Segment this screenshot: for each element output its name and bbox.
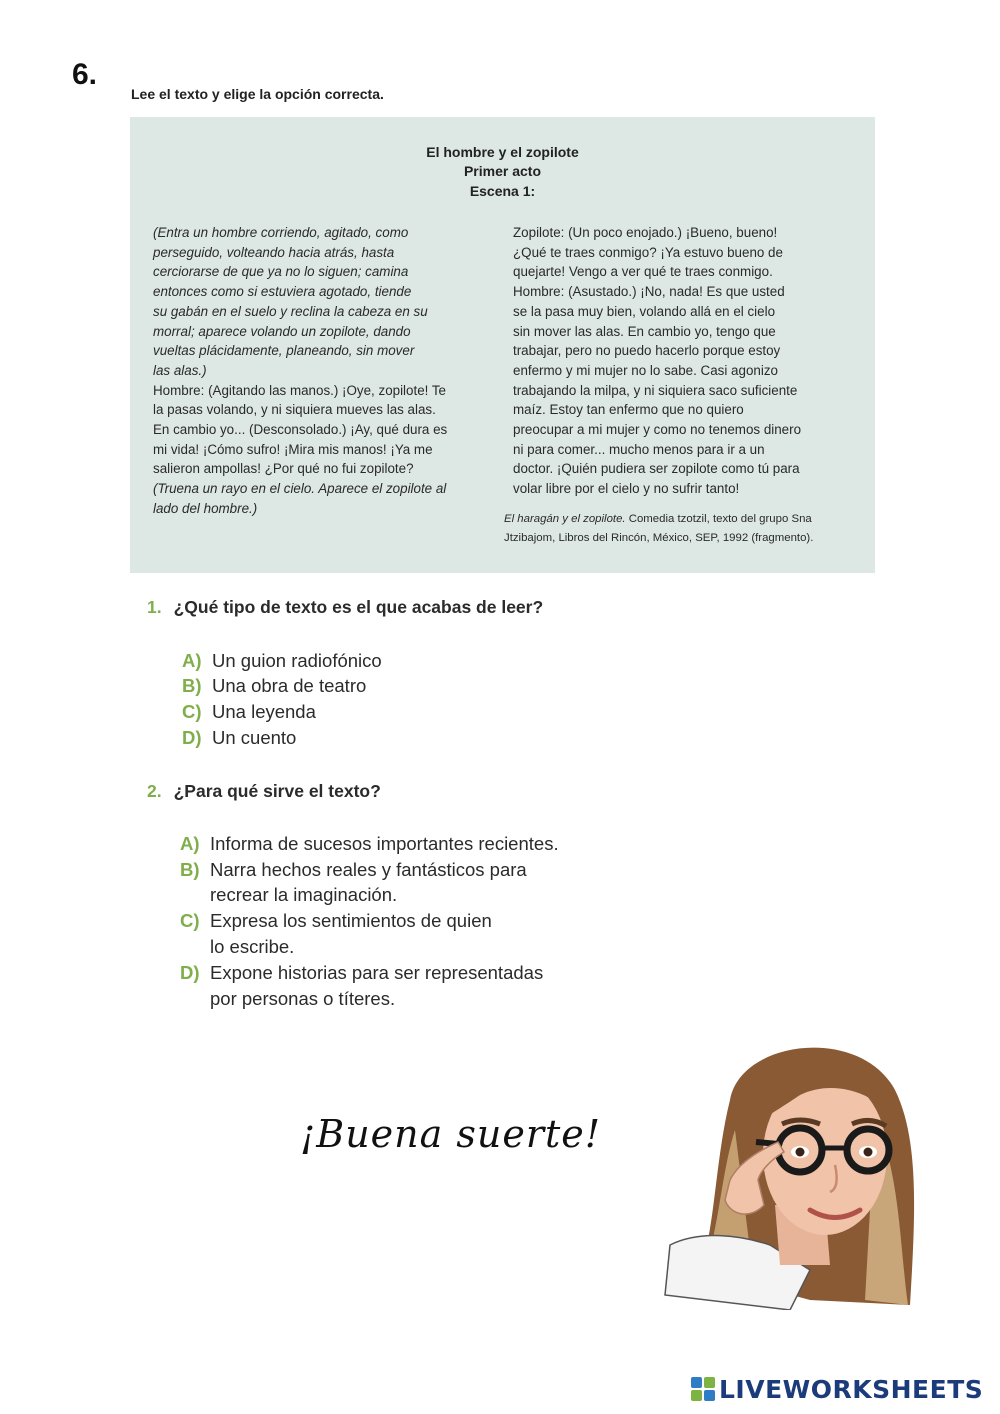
option-letter: B) — [182, 675, 202, 696]
reading-line: la pasas volando, y ni siquiera mueves las alas. — [153, 402, 436, 418]
reading-line: su gabán en el suelo y reclina la cabeza en su — [153, 303, 428, 319]
reading-line: entonces como si estuviera agotado, tiende — [153, 284, 412, 300]
reading-line: mi vida! ¡Cómo sufro! ¡Mira mis manos! ¡Ya me — [153, 441, 433, 457]
option-letter: C) — [182, 701, 202, 722]
question-1-number: 1. — [147, 597, 162, 617]
reading-line: ¿Qué te traes conmigo? ¡Ya estuvo bueno de — [513, 244, 783, 260]
option-letter: D) — [182, 727, 202, 748]
q2-option-b-continuation: recrear la imaginación. — [210, 884, 398, 905]
credit-line — [504, 510, 813, 529]
reading-line: enfermo y mi mujer no lo sabe. Casi agonizo — [513, 362, 778, 378]
brand-name: LIVEWORKSHEETS — [719, 1374, 984, 1404]
teacher-avatar-image — [660, 1030, 930, 1310]
reading-left-column — [153, 223, 447, 519]
credit-work-title: El haragán y el zopilote. — [504, 513, 626, 525]
reading-title: El hombre y el zopilote — [426, 144, 579, 160]
liveworksheets-logo-icon — [691, 1377, 715, 1401]
option-letter: A) — [182, 650, 202, 671]
reading-line: sin mover las alas. En cambio yo, tengo que — [513, 323, 776, 339]
option-text: Expresa los sentimientos de quien — [210, 910, 492, 931]
reading-credit — [504, 510, 813, 548]
reading-act: Primer acto — [463, 163, 542, 179]
q2-option-b[interactable] — [180, 859, 527, 881]
reading-line: cerciorarse de que ya no lo siguen; camina — [153, 264, 409, 280]
option-text: Informa de sucesos importantes recientes. — [210, 833, 559, 854]
good-luck-message: ¡Buena suerte! — [300, 1112, 602, 1156]
reading-line: quejarte! Vengo a ver qué te traes conmigo. — [513, 264, 773, 280]
option-letter: A) — [180, 833, 200, 854]
q2-option-c-continuation: lo escribe. — [210, 936, 295, 957]
reading-line: trabajando la milpa, y ni siquiera saco suficiente — [513, 382, 798, 398]
reading-line: trabajar, pero no puedo hacerlo porque estoy — [513, 343, 781, 359]
option-text: Un cuento — [212, 727, 297, 748]
q1-option-d[interactable] — [182, 727, 296, 749]
question-1 — [147, 597, 543, 618]
reading-line: En cambio yo... (Desconsolado.) ¡Ay, qué dura es — [153, 422, 448, 438]
option-text: Un guion radiofónico — [212, 650, 382, 671]
reading-line: maíz. Estoy tan enfermo que no quiero — [513, 402, 744, 418]
option-letter: B) — [180, 859, 200, 880]
reading-right-column — [513, 223, 801, 499]
q2-option-c[interactable] — [180, 910, 492, 932]
question-2-number: 2. — [147, 781, 162, 801]
reading-line: perseguido, volteando hacia atrás, hasta — [153, 244, 395, 260]
reading-line: lado del hombre.) — [153, 500, 258, 516]
reading-box — [130, 117, 875, 573]
credit-line: Jtzibajom, Libros del Rincón, México, SEP, 1992 (fragmento). — [504, 532, 814, 544]
option-text: Narra hechos reales y fantásticos para — [210, 859, 527, 880]
question-number: 6. — [72, 58, 98, 91]
option-text: Una obra de teatro — [212, 675, 367, 696]
liveworksheets-brand — [691, 1372, 983, 1406]
reading-line: doctor. ¡Quién pudiera ser zopilote como tú para — [513, 461, 800, 477]
reading-line: Zopilote: (Un poco enojado.) ¡Bueno, bueno! — [513, 225, 778, 240]
reading-line: las alas.) — [153, 362, 207, 378]
reading-line: ni para comer... mucho menos para ir a un — [513, 441, 765, 457]
question-1-text: ¿Qué tipo de texto es el que acabas de leer? — [173, 597, 544, 617]
reading-line: Hombre: (Asustado.) ¡No, nada! Es que usted — [513, 284, 785, 300]
q2-option-a[interactable] — [180, 833, 559, 855]
reading-line: Hombre: (Agitando las manos.) ¡Oye, zopilote! Te — [153, 382, 446, 398]
credit-line-rest: Comedia tzotzil, texto del grupo Sna — [628, 513, 812, 525]
option-text: Una leyenda — [212, 701, 316, 722]
q2-option-d-continuation: por personas o títeres. — [210, 988, 396, 1009]
q2-option-d[interactable] — [180, 962, 543, 984]
q1-option-a[interactable] — [182, 650, 382, 672]
question-2 — [147, 781, 381, 802]
reading-line: salieron ampollas! ¿Por qué no fui zopilote? — [153, 461, 414, 477]
reading-scene: Escena 1: — [469, 183, 536, 199]
reading-line: preocupar a mi mujer y como no tenemos dinero — [513, 422, 802, 438]
question-2-text: ¿Para qué sirve el texto? — [173, 781, 381, 801]
option-text: Expone historias para ser representadas — [210, 962, 544, 983]
option-letter: C) — [180, 910, 200, 931]
instruction: Lee el texto y elige la opción correcta. — [131, 86, 384, 102]
reading-line: morral; aparece volando un zopilote, dando — [153, 323, 411, 339]
option-letter: D) — [180, 962, 200, 983]
q1-option-b[interactable] — [182, 675, 366, 697]
reading-line: se la pasa muy bien, volando allá en el cielo — [513, 303, 776, 319]
reading-line: volar libre por el cielo y no sufrir tanto! — [513, 481, 740, 497]
reading-line: (Truena un rayo en el cielo. Aparece el zopilote al — [153, 481, 447, 497]
reading-line: (Entra un hombre corriendo, agitado, como — [153, 225, 409, 240]
q1-option-c[interactable] — [182, 701, 316, 723]
reading-line: vueltas plácidamente, planeando, sin mover — [153, 343, 415, 359]
